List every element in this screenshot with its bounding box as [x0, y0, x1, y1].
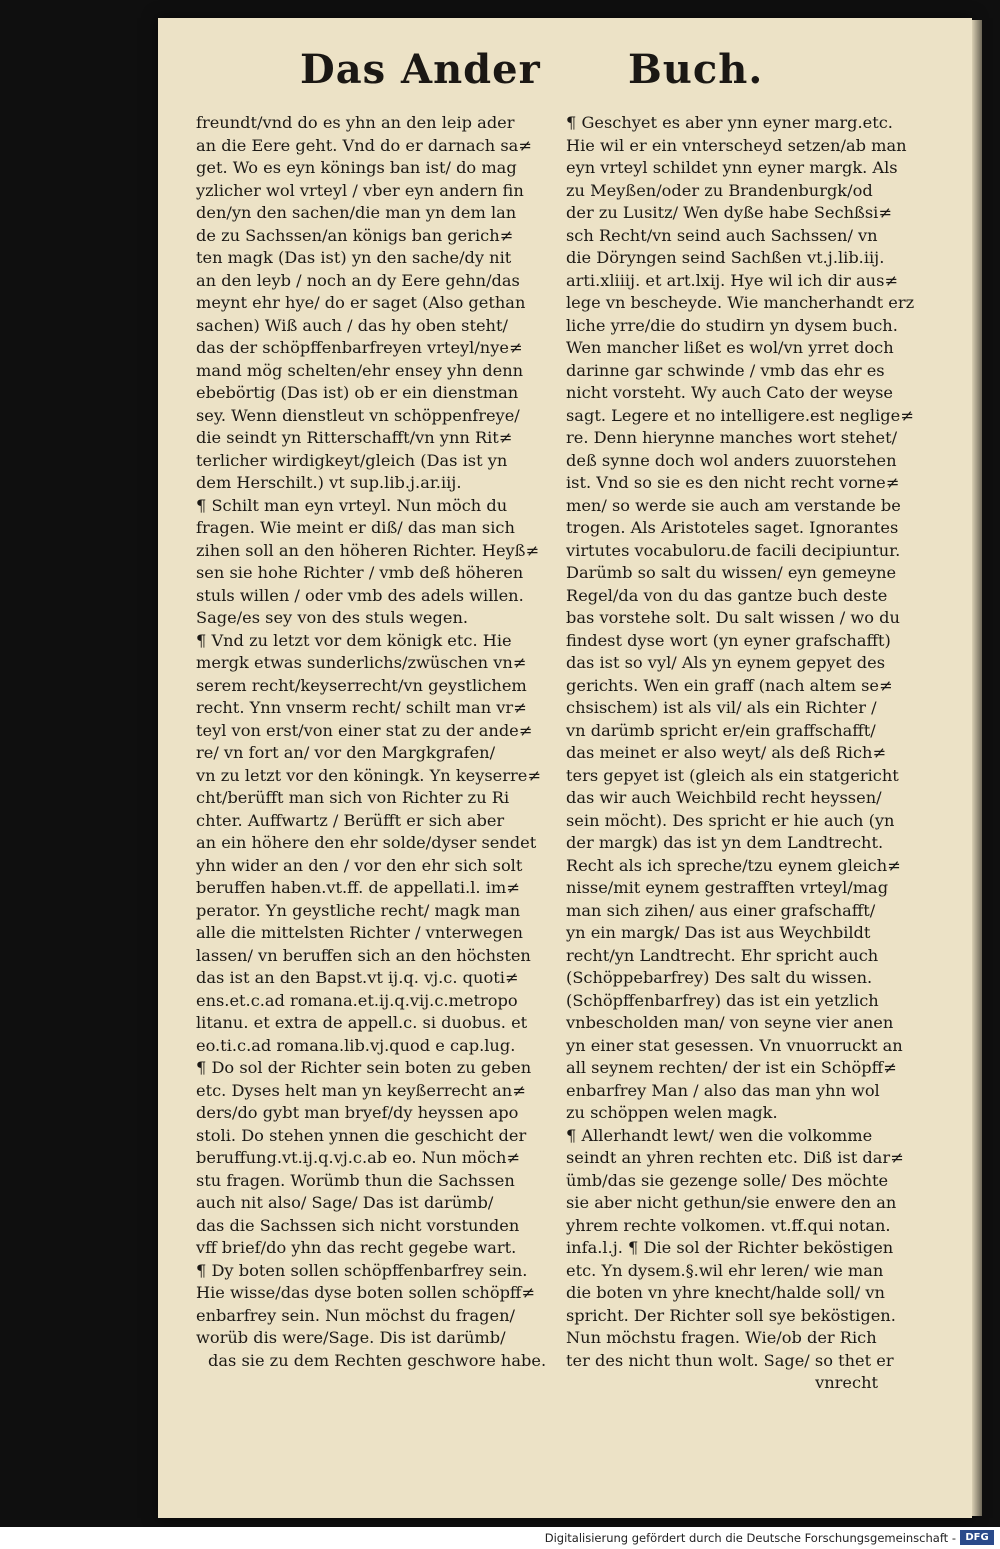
left-column-line: de zu Sachssen/an königs ban gerich≠ — [196, 225, 514, 245]
right-column-line: enbarfrey Man / also das man yhn wol — [566, 1080, 880, 1100]
left-column-line: freundt/vnd do es yhn an den leip ader — [196, 113, 515, 132]
right-column-line: ters gepyet ist (gleich als ein statgericht — [566, 765, 899, 785]
left-column-line: ¶ Schilt man eyn vrteyl. Nun möch du — [196, 495, 508, 515]
right-column-line: vn darümb spricht er/ein graffschafft/ — [566, 720, 876, 740]
right-column-line: findest dyse wort (yn eyner grafschafft) — [566, 630, 891, 650]
left-column-line: lassen/ vn beruffen sich an den höchsten — [196, 945, 531, 965]
left-column-line: alle die mittelsten Richter / vnterwegen — [196, 923, 523, 942]
right-column-line: der margk) das ist yn dem Landtrecht. — [566, 833, 884, 852]
footer-bar — [0, 1527, 1000, 1549]
right-column-line: gerichts. Wen ein graff (nach altem se≠ — [566, 675, 893, 695]
left-column-line: ens.et.c.ad romana.et.ij.q.vij.c.metropo — [196, 990, 518, 1010]
left-column-line: das sie zu dem Rechten geschwore habe. — [208, 1350, 547, 1370]
left-column-line: stuls willen / oder vmb des adels willen. — [196, 585, 524, 605]
left-column-line: cht/berüfft man sich von Richter zu Ri — [196, 788, 510, 807]
left-column-line: das ist an den Bapst.vt ij.q. vj.c. quoti≠ — [196, 968, 519, 987]
left-column-line: eo.ti.c.ad romana.lib.vj.quod e cap.lug. — [196, 1035, 516, 1055]
right-column-line: re. Denn hierynne manches wort stehet/ — [566, 428, 898, 447]
left-column-line: re/ vn fort an/ vor den Margkgrafen/ — [196, 743, 496, 762]
left-column-line: die seindt yn Ritterschafft/vn ynn Rit≠ — [196, 428, 513, 447]
right-column-line: vnrecht — [815, 1373, 878, 1392]
right-column-line: sein möcht). Des spricht er hie auch (yn — [566, 810, 895, 830]
right-column-line: die boten vn yhre knecht/halde soll/ vn — [566, 1283, 885, 1302]
page-edge — [972, 20, 982, 1516]
left-column-line: stu fragen. Worümb thun die Sachssen — [196, 1170, 515, 1190]
right-column-line: men/ so werde sie auch am verstande be — [566, 495, 901, 515]
left-column-line: beruffung.vt.ij.q.vj.c.ab eo. Nun möch≠ — [196, 1148, 520, 1167]
right-column-line: (Schöppebarfrey) Des salt du wissen. — [566, 968, 873, 987]
right-column-line: ter des nicht thun wolt. Sage/ so thet er — [566, 1350, 894, 1370]
right-column-line: trogen. Als Aristoteles saget. Ignorantes — [566, 518, 899, 537]
right-column-line: yn einer stat gesessen. Vn vnuorruckt an — [566, 1035, 903, 1055]
right-column-line: yn ein margk/ Das ist aus Weychbildt — [566, 923, 871, 942]
right-column-line: sagt. Legere et no intelligere.est neglige≠ — [566, 405, 914, 425]
right-column-line: spricht. Der Richter soll sye beköstigen. — [566, 1305, 896, 1325]
right-column-line: Darümb so salt du wissen/ eyn gemeyne — [566, 563, 897, 582]
left-column-line: ¶ Do sol der Richter sein boten zu geben — [196, 1058, 532, 1077]
left-column-line: perator. Yn geystliche recht/ magk man — [196, 900, 521, 920]
right-column-line: seindt an yhren rechten etc. Diß ist dar≠ — [566, 1148, 904, 1167]
left-column-line: sen sie hohe Richter / vmb deß höheren — [196, 563, 524, 582]
left-column-line: beruffen haben.vt.ff. de appellati.l. im≠ — [196, 878, 520, 897]
left-column-line: yhn wider an den / vor den ehr sich solt — [196, 855, 523, 875]
left-column-line: dem Herschilt.) vt sup.lib.j.ar.iij. — [196, 473, 462, 492]
right-column-line: Nun möchstu fragen. Wie/ob der Rich — [566, 1328, 877, 1347]
right-column-line: man sich zihen/ aus einer grafschafft/ — [566, 900, 876, 920]
left-column-line: get. Wo es eyn könings ban ist/ do mag — [196, 158, 517, 177]
right-column-line: ümb/das sie gezenge solle/ Des möchte — [566, 1170, 889, 1190]
right-column-line: deß synne doch wol anders zuuorstehen — [566, 450, 897, 470]
right-column-line: zu schöppen welen magk. — [566, 1103, 778, 1122]
left-column-line: vn zu letzt vor den köningk. Yn keyserre≠ — [196, 765, 541, 785]
left-column-line: yzlicher wol vrteyl / vber eyn andern fin — [196, 180, 524, 200]
left-column-line: teyl von erst/von einer stat zu der ande≠ — [196, 720, 533, 740]
left-column-line: an ein höhere den ehr solde/dyser sendet — [196, 833, 537, 852]
right-column-line: Recht als ich spreche/tzu eynem gleich≠ — [566, 855, 901, 875]
right-column-line: der zu Lusitz/ Wen dyße habe Sechßsi≠ — [566, 203, 892, 222]
left-column-line: das die Sachssen sich nicht vorstunden — [196, 1215, 520, 1235]
header-left: Das Ander — [300, 46, 541, 93]
left-column-line: den/yn den sachen/die man yn dem lan — [196, 203, 517, 222]
right-column-line: darinne gar schwinde / vmb das ehr es — [566, 360, 885, 380]
right-column-line: bas vorstehe solt. Du salt wissen / wo du — [566, 608, 900, 627]
footer-credit: Digitalisierung gefördert durch die Deutsche Forschungsgemeinschaft - — [544, 1531, 956, 1545]
left-column-line: etc. Dyses helt man yn keyßerrecht an≠ — [196, 1080, 526, 1100]
right-column-line: virtutes vocabuloru.de facili decipiuntur. — [566, 540, 901, 560]
left-column-line: vff brief/do yhn das recht gegebe wart. — [196, 1238, 517, 1257]
right-column-line: yhrem rechte volkomen. vt.ff.qui notan. — [566, 1215, 891, 1235]
left-column-line: das der schöpffenbarfreyen vrteyl/nye≠ — [196, 338, 523, 357]
left-column-line: litanu. et extra de appell.c. si duobus. et — [196, 1013, 528, 1032]
right-column-line: vnbescholden man/ von seyne vier anen — [566, 1013, 894, 1032]
left-column-line: meynt ehr hye/ do er saget (Also gethan — [196, 293, 526, 312]
left-column-line: ¶ Dy boten sollen schöpffenbarfrey sein. — [196, 1260, 528, 1280]
left-column-line: ¶ Vnd zu letzt vor dem königk etc. Hie — [196, 630, 512, 650]
right-column-line: das ist so vyl/ Als yn eynem gepyet des — [566, 653, 886, 672]
right-column-line: chsischem) ist als vil/ als ein Richter / — [566, 698, 877, 717]
right-column-line: die Döryngen seind Sachßen vt.j.lib.iij. — [566, 248, 885, 267]
left-column-line: serem recht/keyserrecht/vn geystlichem — [196, 675, 527, 695]
right-column-line: arti.xliiij. et art.lxij. Hye wil ich dir aus≠ — [566, 270, 898, 290]
right-column-line: etc. Yn dysem.§.wil ehr leren/ wie man — [566, 1260, 884, 1280]
right-column-line: zu Meyßen/oder zu Brandenburgk/od — [566, 180, 873, 200]
right-column-line: all seynem rechten/ der ist ein Schöpff≠ — [566, 1058, 897, 1077]
left-column-line: terlicher wirdigkeyt/gleich (Das ist yn — [196, 450, 508, 470]
left-column-line: Sage/es sey von des stuls wegen. — [196, 608, 469, 627]
header-right: Buch. — [628, 46, 764, 93]
left-column-line: sachen) Wiß auch / das hy oben steht/ — [196, 315, 508, 335]
left-column-line: zihen soll an den höheren Richter. Heyß≠ — [196, 540, 540, 560]
left-column-line: mand mög schelten/ehr ensey yhn denn — [196, 360, 524, 380]
dfg-logo: DFG — [960, 1530, 994, 1545]
right-column-line: sie aber nicht gethun/sie enwere den an — [566, 1193, 897, 1212]
left-column-line: an den leyb / noch an dy Eere gehn/das — [196, 270, 520, 290]
left-column-line: chter. Auffwartz / Berüfft er sich aber — [196, 810, 505, 830]
left-column-line: worüb dis were/Sage. Dis ist darümb/ — [196, 1328, 506, 1347]
left-column-line: ders/do gybt man bryef/dy heyssen apo — [196, 1103, 519, 1122]
left-column-line: fragen. Wie meint er diß/ das man sich — [196, 518, 515, 537]
right-column-line: liche yrre/die do studirn yn dysem buch. — [566, 315, 898, 335]
left-column-line: ebebörtig (Das ist) ob er ein dienstman — [196, 383, 519, 402]
left-column-line: mergk etwas sunderlichs/zwüschen vn≠ — [196, 653, 527, 672]
right-column-line: nicht vorsteht. Wy auch Cato der weyse — [566, 383, 893, 402]
right-column-line: (Schöpffenbarfrey) das ist ein yetzlich — [566, 990, 879, 1010]
right-column-line: infa.l.j. ¶ Die sol der Richter beköstigen — [566, 1238, 894, 1257]
left-column-line: Hie wisse/das dyse boten sollen schöpff≠ — [196, 1283, 535, 1302]
right-column-line: das meinet er also weyt/ als deß Rich≠ — [566, 743, 887, 762]
left-column-line: sey. Wenn dienstleut vn schöppenfreye/ — [196, 405, 520, 425]
right-column-line: ¶ Geschyet es aber ynn eyner marg.etc. — [566, 113, 893, 132]
left-text-column — [196, 112, 554, 1372]
left-column-line: recht. Ynn vnserm recht/ schilt man vr≠ — [196, 698, 527, 717]
right-column-line: Hie wil er ein vnterscheyd setzen/ab man — [566, 135, 907, 155]
right-text-column — [566, 112, 916, 1395]
right-column-line: recht/yn Landtrecht. Ehr spricht auch — [566, 945, 879, 965]
left-column-line: an die Eere geht. Vnd do er darnach sa≠ — [196, 135, 532, 155]
right-column-line: das wir auch Weichbild recht heyssen/ — [566, 788, 882, 807]
right-column-line: ist. Vnd so sie es den nicht recht vorne≠ — [566, 473, 900, 492]
right-column-line: sch Recht/vn seind auch Sachssen/ vn — [566, 225, 878, 245]
running-header — [300, 46, 770, 106]
right-column-line: nisse/mit eynem gestrafften vrteyl/mag — [566, 878, 889, 897]
right-column-line: eyn vrteyl schildet ynn eyner margk. Als — [566, 158, 898, 177]
left-column-line: ten magk (Das ist) yn den sache/dy nit — [196, 248, 512, 267]
right-column-line: ¶ Allerhandt lewt/ wen die volkomme — [566, 1125, 873, 1145]
right-column-line: lege vn bescheyde. Wie mancherhandt erz — [566, 293, 915, 312]
right-column-line: Wen mancher lißet es wol/vn yrret doch — [566, 338, 894, 357]
left-column-line: enbarfrey sein. Nun möchst du fragen/ — [196, 1305, 515, 1325]
right-column-line: Regel/da von du das gantze buch deste — [566, 585, 888, 605]
left-column-line: auch nit also/ Sage/ Das ist darümb/ — [196, 1193, 494, 1212]
left-column-line: stoli. Do stehen ynnen die geschicht der — [196, 1125, 527, 1145]
